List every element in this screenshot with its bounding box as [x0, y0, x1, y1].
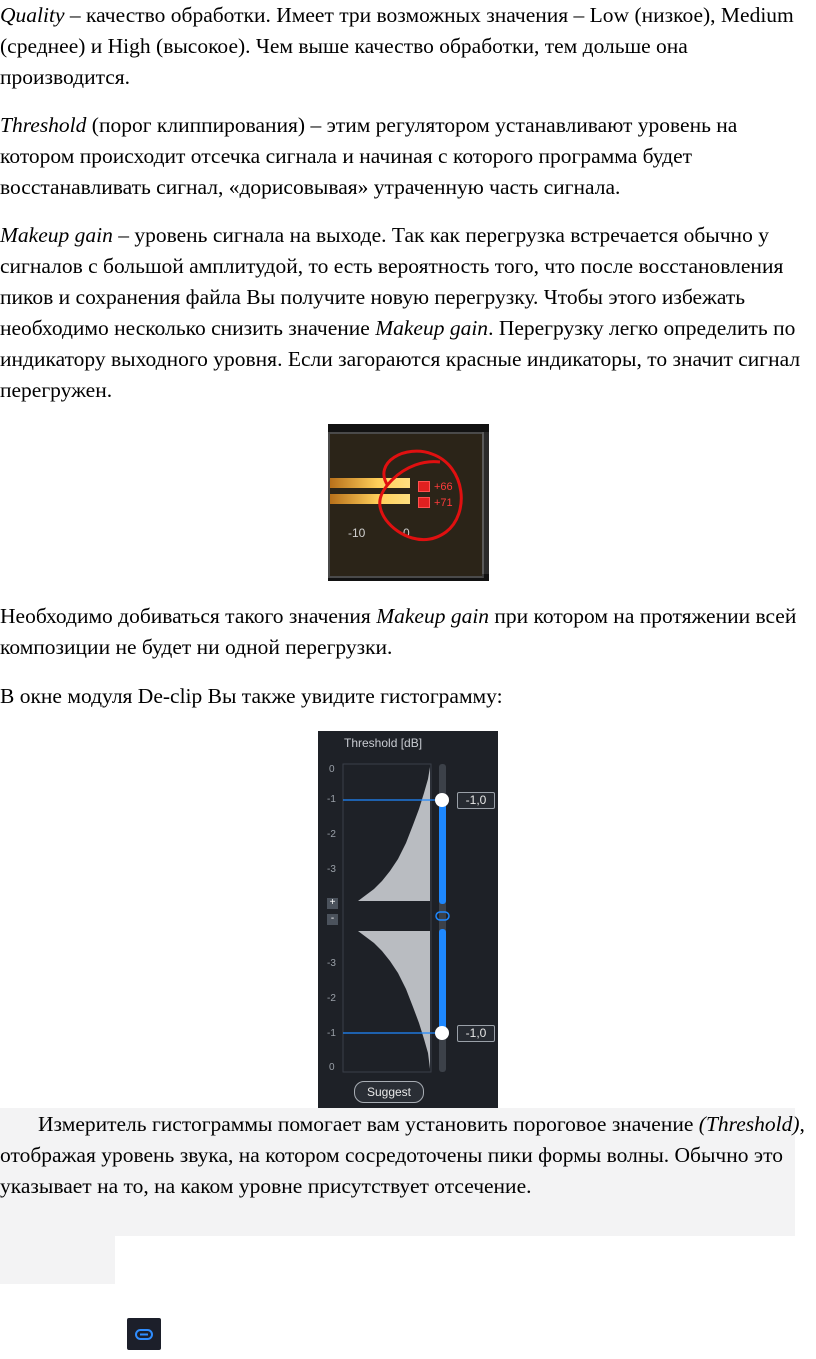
- makeup-term-2: Makeup gain: [375, 316, 489, 340]
- threshold-bottom-handle[interactable]: [435, 1026, 449, 1040]
- axis-bottom-2: -2: [327, 993, 336, 1004]
- link-glyph-icon: [127, 1318, 161, 1350]
- threshold-text: (порог клиппирования) – этим регулятором устанавливают уровень на котором происходит отсечка сигнала и начиная с которого программа будет восстанавливать сигнал, «дорисовывая» утраченную часть сигнала.: [0, 113, 738, 199]
- peak-label-1: +66: [434, 481, 453, 493]
- histo-term: (Threshold): [698, 1112, 800, 1136]
- zoom-out-button[interactable]: -: [327, 914, 338, 925]
- link-icon[interactable]: [127, 1318, 161, 1350]
- quality-paragraph: [0, 0, 816, 93]
- axis-bottom-3: -3: [327, 958, 336, 969]
- quality-term: Quality: [0, 3, 65, 27]
- output-meter-image: [328, 424, 489, 581]
- makeup-text-1: – уровень сигнала на выходе. Так как перегрузка встречается обычно у сигналов с большой амплитудой, то есть вероятность того, что после восстановления пиков и сохранения файла Вы получите новую перегрузку. Чтобы этого избежать необходимо несколько снизить значение: [0, 223, 784, 340]
- need-term: Makeup gain: [376, 604, 490, 628]
- axis-top-0: 0: [329, 764, 335, 775]
- peak-label-2: +71: [434, 497, 453, 509]
- histogram-graphic: [318, 731, 498, 1108]
- histo-text-2: , отображая уровень звука, на котором сосредоточены пики формы волны. Обычно это указывает на то, на каком уровне присутствует отсечение.: [0, 1112, 805, 1198]
- zoom-in-button[interactable]: +: [327, 898, 338, 909]
- need-paragraph: [0, 601, 816, 663]
- red-circle-annotation: [328, 424, 489, 581]
- histo-paragraph: [0, 1109, 816, 1202]
- background-block-small: [0, 1236, 115, 1284]
- need-text-2: при котором на протяжении всей композиции не будет ни одной перегрузки.: [0, 604, 797, 659]
- axis-top-2: -2: [327, 829, 336, 840]
- histo-text-1: Измеритель гистограммы помогает вам установить пороговое значение: [38, 1112, 699, 1136]
- tick-label-minus10: -10: [348, 526, 366, 540]
- histogram-title: Threshold [dB]: [344, 736, 423, 750]
- axis-top-3: -3: [327, 864, 336, 875]
- threshold-bottom-value[interactable]: -1,0: [457, 1025, 495, 1042]
- histogram-image: [318, 731, 498, 1108]
- axis-top-1: -1: [327, 794, 336, 805]
- threshold-top-value[interactable]: -1,0: [457, 792, 495, 809]
- makeup-paragraph: [0, 220, 816, 406]
- axis-bottom-0: 0: [329, 1062, 335, 1073]
- threshold-top-handle[interactable]: [435, 793, 449, 807]
- declip-paragraph: В окне модуля De-clip Вы также увидите гистограмму:: [0, 684, 503, 708]
- axis-bottom-1: -1: [327, 1028, 336, 1039]
- threshold-paragraph: [0, 110, 816, 203]
- quality-text: – качество обработки. Имеет три возможных значения – Low (низкое), Medium (среднее) и High (высокое). Чем выше качество обработки, тем дольше она производится.: [0, 3, 794, 89]
- threshold-term: Threshold: [0, 113, 87, 137]
- need-text-1: Необходимо добиваться такого значения: [0, 604, 377, 628]
- makeup-term: Makeup gain: [0, 223, 113, 247]
- suggest-button[interactable]: Suggest: [354, 1081, 424, 1103]
- makeup-text-2: . Перегрузку легко определить по индикатору выходного уровня. Если загораются красные индикаторы, то значит сигнал перегружен.: [0, 316, 801, 402]
- tick-label-0: 0: [403, 526, 410, 540]
